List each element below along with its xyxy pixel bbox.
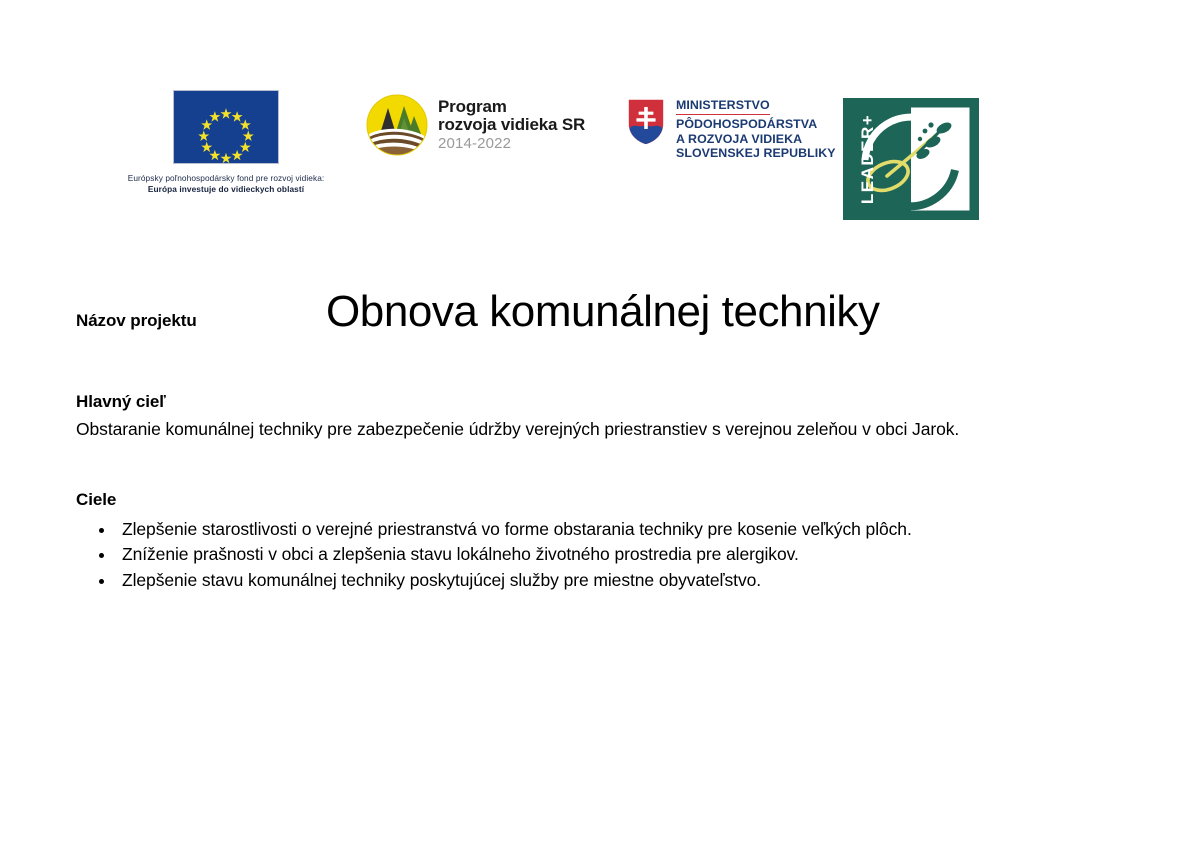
prv-line1: Program bbox=[438, 97, 507, 117]
project-title-row bbox=[76, 288, 1136, 336]
main-goal-text: Obstaranie komunálnej techniky pre zabezpečenie údržby verejných priestranstiev s verejnou zeleňou v obci Jarok. bbox=[76, 419, 960, 439]
ministry-logo-text bbox=[676, 96, 836, 161]
leader-logo-block bbox=[843, 98, 979, 220]
eu-caption-line2: Európa investuje do vidieckych oblastí bbox=[147, 184, 305, 195]
logo-bar bbox=[0, 82, 1200, 232]
eu-logo-block bbox=[118, 90, 334, 195]
ministry-line2: PÔDOHOSPODÁRSTVA bbox=[676, 117, 818, 132]
prv-line3: 2014-2022 bbox=[438, 134, 512, 152]
prv-logo-text bbox=[438, 98, 585, 152]
prv-logo-block bbox=[366, 94, 585, 156]
ministry-line1: MINISTERSTVO bbox=[676, 98, 770, 115]
leader-plus-label: LEADER+ bbox=[858, 113, 877, 205]
ministry-line4: SLOVENSKEJ REPUBLIKY bbox=[676, 146, 836, 161]
list-item: Zníženie prašnosti v obci a zlepšenia stavu lokálneho životného prostredia pre alergikov. bbox=[76, 543, 1106, 566]
slovak-coat-of-arms-icon bbox=[627, 98, 665, 146]
list-item: Zlepšenie starostlivosti o verejné priestranstvá vo forme obstarania techniky pre kosenie veľkých plôch. bbox=[76, 518, 1106, 541]
ministry-line3: A ROZVOJA VIDIEKA bbox=[676, 131, 803, 146]
objectives-section bbox=[76, 490, 1106, 594]
page-title: Obnova komunálnej techniky bbox=[326, 287, 880, 336]
objectives-list bbox=[76, 518, 1106, 592]
eu-logo-caption bbox=[118, 173, 334, 195]
project-label: Názov projektu bbox=[76, 311, 197, 330]
eu-caption-line1: Európsky poľnohospodársky fond pre rozvoj vidieka: bbox=[127, 173, 325, 183]
prv-line2: rozvoja vidieka SR bbox=[438, 115, 586, 135]
ministry-logo-block bbox=[627, 96, 836, 161]
main-goal-section bbox=[76, 392, 1106, 442]
main-goal-heading: Hlavný cieľ bbox=[76, 392, 166, 411]
objectives-heading: Ciele bbox=[76, 490, 117, 509]
list-item: Zlepšenie stavu komunálnej techniky poskytujúcej služby pre miestne obyvateľstvo. bbox=[76, 569, 1106, 592]
european-union-flag-icon bbox=[173, 90, 279, 164]
prv-emblem-icon bbox=[366, 94, 428, 156]
leader-plus-icon bbox=[843, 98, 979, 220]
